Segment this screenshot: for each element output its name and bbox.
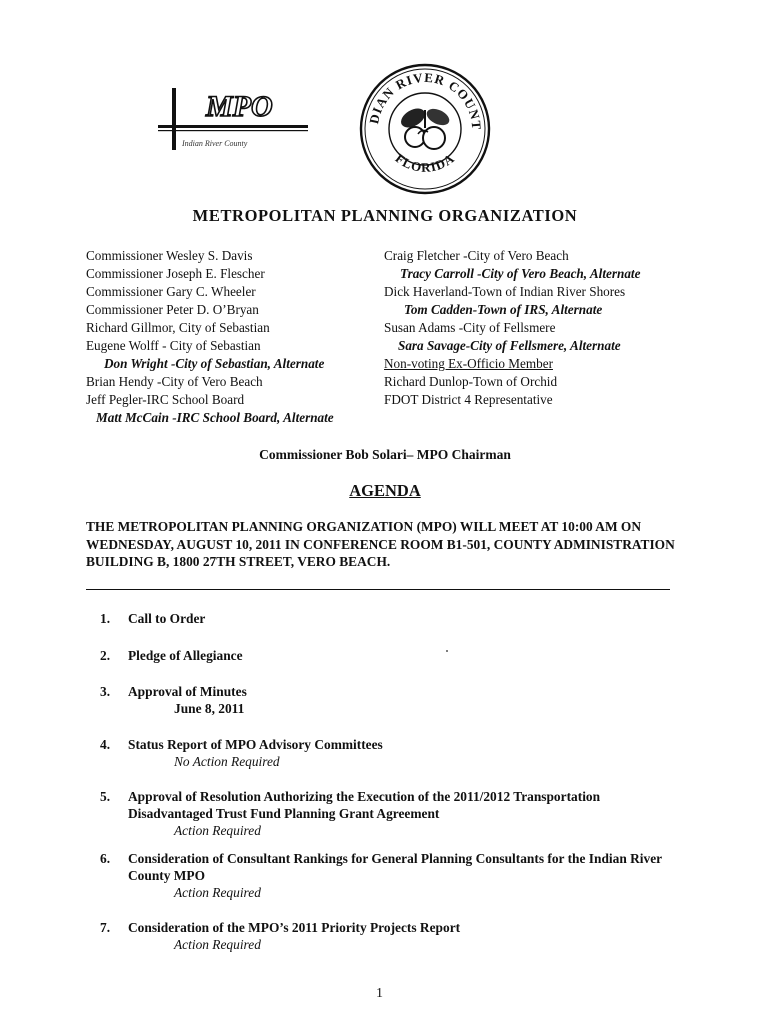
- member-entry: Richard Dunlop-Town of Orchid: [384, 374, 558, 389]
- agenda-item: [100, 683, 680, 717]
- agenda-item: [100, 610, 680, 627]
- member-alternate: [398, 337, 640, 355]
- item-number: 6.: [100, 851, 111, 866]
- item-number: 2.: [100, 648, 111, 663]
- member-entry: Brian Hendy -City of Vero Beach: [86, 374, 263, 389]
- member-entry: FDOT District 4 Representative: [384, 392, 553, 407]
- page-number: 1: [376, 986, 383, 1001]
- agenda-item: [100, 788, 680, 839]
- members-left-column: [86, 247, 334, 427]
- member-entry: Commissioner Joseph E. Flescher: [86, 266, 265, 281]
- member-entry: Commissioner Wesley S. Davis: [86, 248, 253, 263]
- scan-speck: [446, 650, 448, 652]
- alternate-name: Sara Savage-City of Fellsmere,: [398, 338, 568, 353]
- member-entry: Jeff Pegler-IRC School Board: [86, 392, 245, 407]
- item-number: 7.: [100, 920, 111, 935]
- alternate-name: Tracy Carroll -City of Vero Beach,: [400, 266, 588, 281]
- member-entry: Dick Haverland-Town of Indian River Shores: [384, 284, 626, 299]
- alternate-tag: Alternate: [273, 356, 325, 371]
- agenda-item: [100, 919, 680, 953]
- member-alternate: [404, 301, 640, 319]
- alternate-name: Tom Cadden-Town of IRS,: [404, 302, 549, 317]
- seal-top-text: DIAN RIVER COUNT: [366, 69, 485, 131]
- organization-title: METROPOLITAN PLANNING ORGANIZATION: [192, 206, 578, 225]
- alternate-name: Don Wright -City of Sebastian,: [104, 356, 271, 371]
- agenda-item: [100, 850, 680, 901]
- member-entry: Richard Gillmor, City of Sebastian: [86, 320, 270, 335]
- alternate-name: Matt McCain -IRC School Board,: [96, 410, 281, 425]
- item-title: Approval of Minutes: [128, 684, 247, 699]
- member-alternate: [96, 409, 334, 427]
- member-entry: Eugene Wolff - City of Sebastian: [86, 338, 261, 353]
- item-detail: June 8, 2011: [174, 701, 245, 716]
- item-number: 4.: [100, 737, 111, 752]
- item-number: 3.: [100, 684, 111, 699]
- alternate-tag: Alternate: [283, 410, 334, 425]
- item-title: Consideration of the MPO’s 2011 Priority Projects Report: [128, 920, 461, 935]
- alternate-tag: Alternate: [589, 266, 641, 281]
- divider-rule: [86, 589, 670, 590]
- agenda-item: [100, 647, 680, 664]
- alternate-tag: Alternate: [570, 338, 621, 353]
- item-number: 5.: [100, 789, 111, 804]
- county-seal: [358, 62, 492, 196]
- item-action-note: Action Required: [174, 885, 261, 900]
- mpo-logo-subtitle: Indian River County: [182, 139, 248, 148]
- member-entry: Craig Fletcher -City of Vero Beach: [384, 248, 569, 263]
- citrus-emblem-icon: [398, 105, 452, 149]
- item-number: 1.: [100, 611, 111, 626]
- agenda-title: AGENDA: [349, 481, 421, 500]
- svg-text:FLORIDA: [393, 150, 458, 175]
- item-action-note: No Action Required: [174, 754, 280, 769]
- item-action-note: Action Required: [174, 823, 261, 838]
- mpo-logo-text: MPO: [206, 90, 273, 123]
- item-title: Consideration of Consultant Rankings for General Planning Consultants for the Indian River County MPO: [128, 851, 662, 883]
- meeting-notice: THE METROPOLITAN PLANNING ORGANIZATION (MPO) WILL MEET AT 10:00 AM ON WEDNESDAY, AUGUST 10, 2011 IN CONFERENCE ROOM B1-501, COUNTY ADMINISTRATION BUILDING B, 1800 27TH STREET, VERO BEACH.: [86, 519, 675, 569]
- alternate-tag: Alternate: [551, 302, 603, 317]
- member-entry: Commissioner Gary C. Wheeler: [86, 284, 256, 299]
- chairman-line: Commissioner Bob Solari– MPO Chairman: [259, 447, 511, 462]
- mpo-logo: [158, 88, 308, 150]
- member-alternate: [400, 265, 640, 283]
- seal-bottom-text: FLORIDA: [392, 150, 458, 175]
- item-title: Approval of Resolution Authorizing the Execution of the 2011/2012 Transportation Disadvantaged Trust Fund Planning Grant Agreement: [128, 789, 601, 821]
- members-right-column: [384, 247, 640, 409]
- item-title: Status Report of MPO Advisory Committees: [128, 737, 383, 752]
- non-voting-heading: Non-voting Ex-Officio Member: [384, 356, 553, 371]
- member-alternate: [104, 355, 334, 373]
- item-title: Call to Order: [128, 611, 206, 626]
- item-title: Pledge of Allegiance: [128, 648, 243, 663]
- item-action-note: Action Required: [174, 937, 261, 952]
- agenda-item: [100, 736, 680, 770]
- member-entry: Susan Adams -City of Fellsmere: [384, 320, 556, 335]
- member-entry: Commissioner Peter D. O’Bryan: [86, 302, 259, 317]
